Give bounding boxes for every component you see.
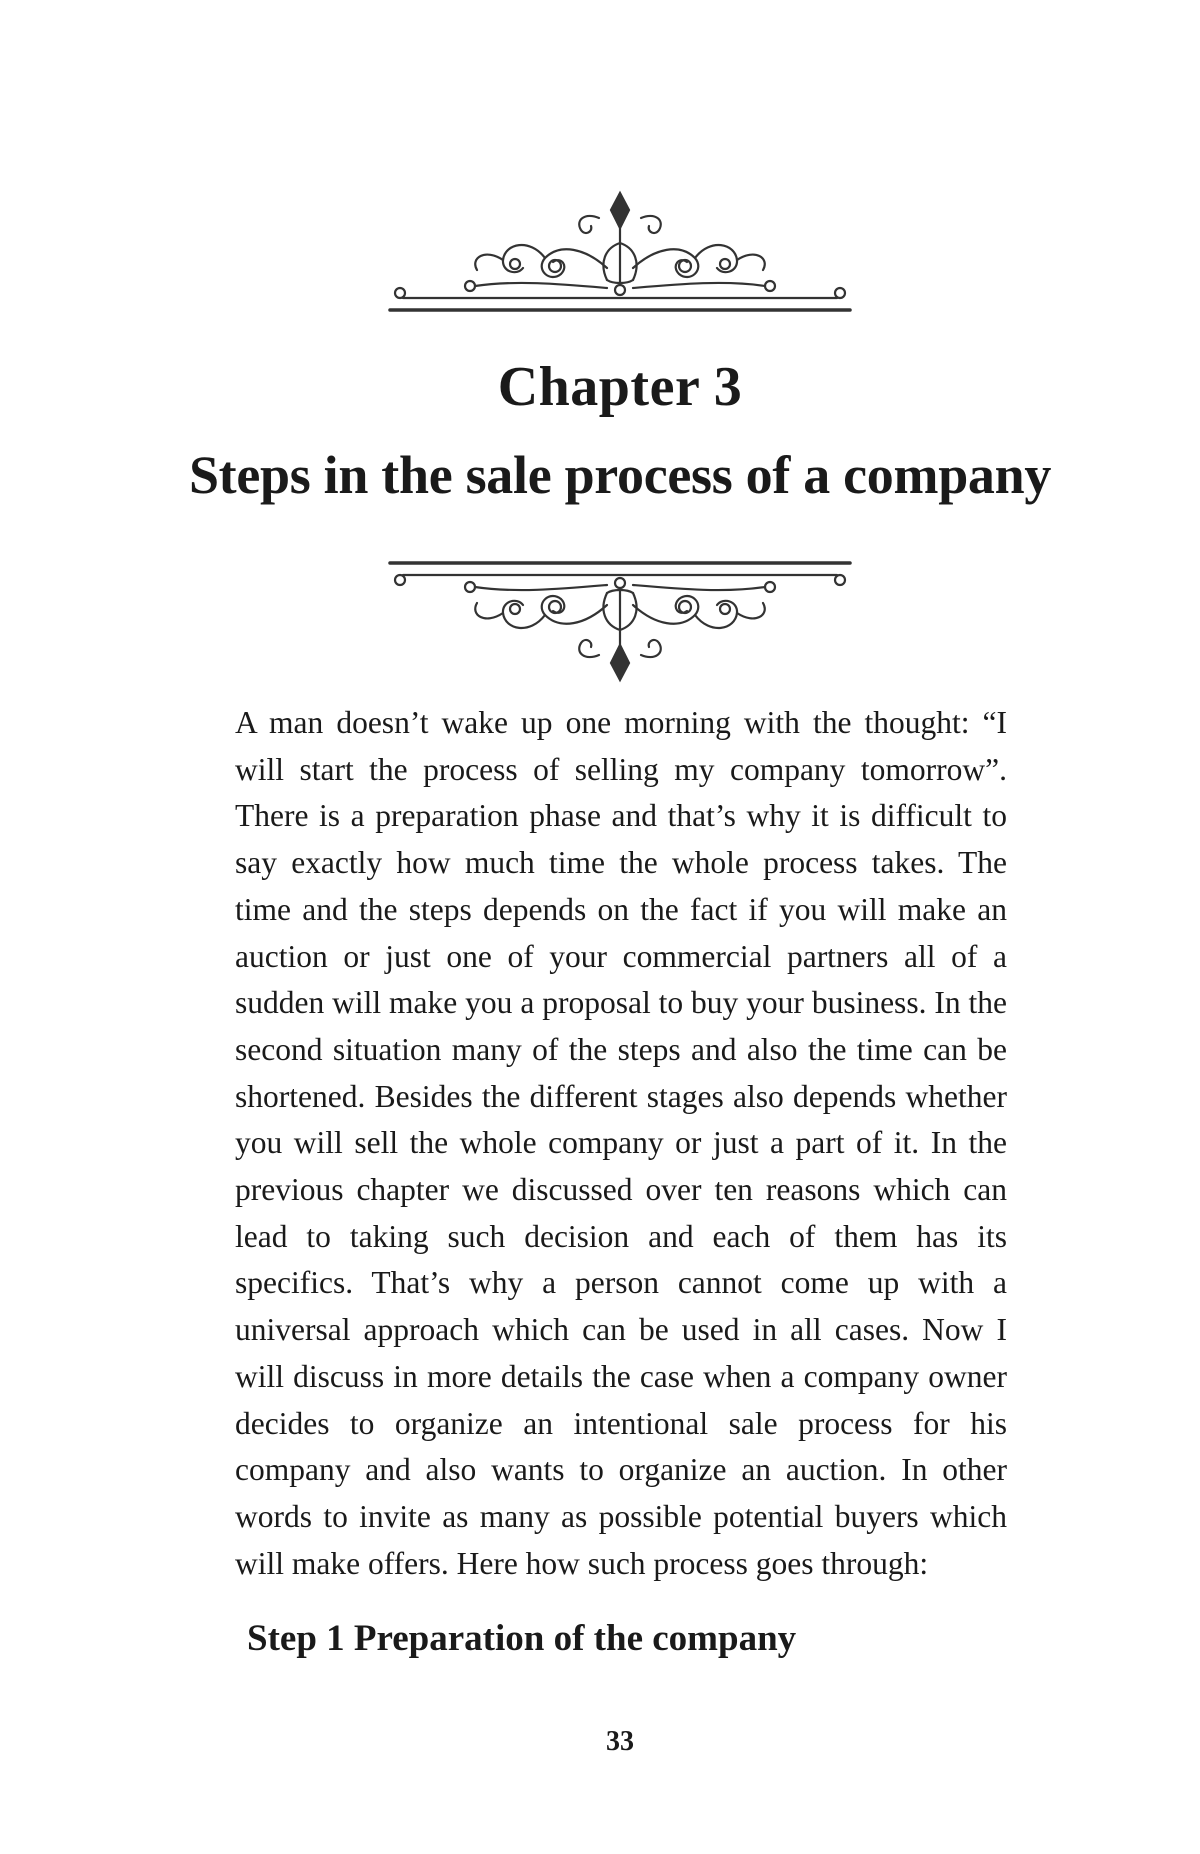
chapter-title: Steps in the sale process of a company: [188, 445, 1052, 505]
flourish-divider-icon: [385, 188, 855, 348]
flourish-divider-icon: [385, 525, 855, 685]
section-heading: Step 1 Preparation of the company: [247, 1618, 797, 1659]
chapter-number: Chapter 3: [497, 356, 743, 418]
body-paragraph: A man doesn’t wake up one morning with the thought: “I will start the process of selling my company tomorrow”. There is a preparation phase and that’s why it is difficult to say exactly how much time the whole process takes. The time and the steps depends on the fact if you will make an auction or just one of your commercial partners all of a sudden will make you a proposal to buy your business. In the second situation many of the steps and also the time can be shortened. Besides the different stages also depends whether you will sell the whole company or just a part of it. In the previous chapter we discussed over ten reasons which can lead to taking such decision and each of them has its specifics. That’s why a person cannot come up with a universal approach which can be used in all cases. Now I will discuss in more details the case when a company owner decides to organize an intentional sale process for his company and also wants to organize an auction. In other words to invite as many as possible potential buyers which will make offers. Here how such process goes through:: [235, 705, 1007, 1581]
page-number: 33: [606, 1726, 634, 1757]
